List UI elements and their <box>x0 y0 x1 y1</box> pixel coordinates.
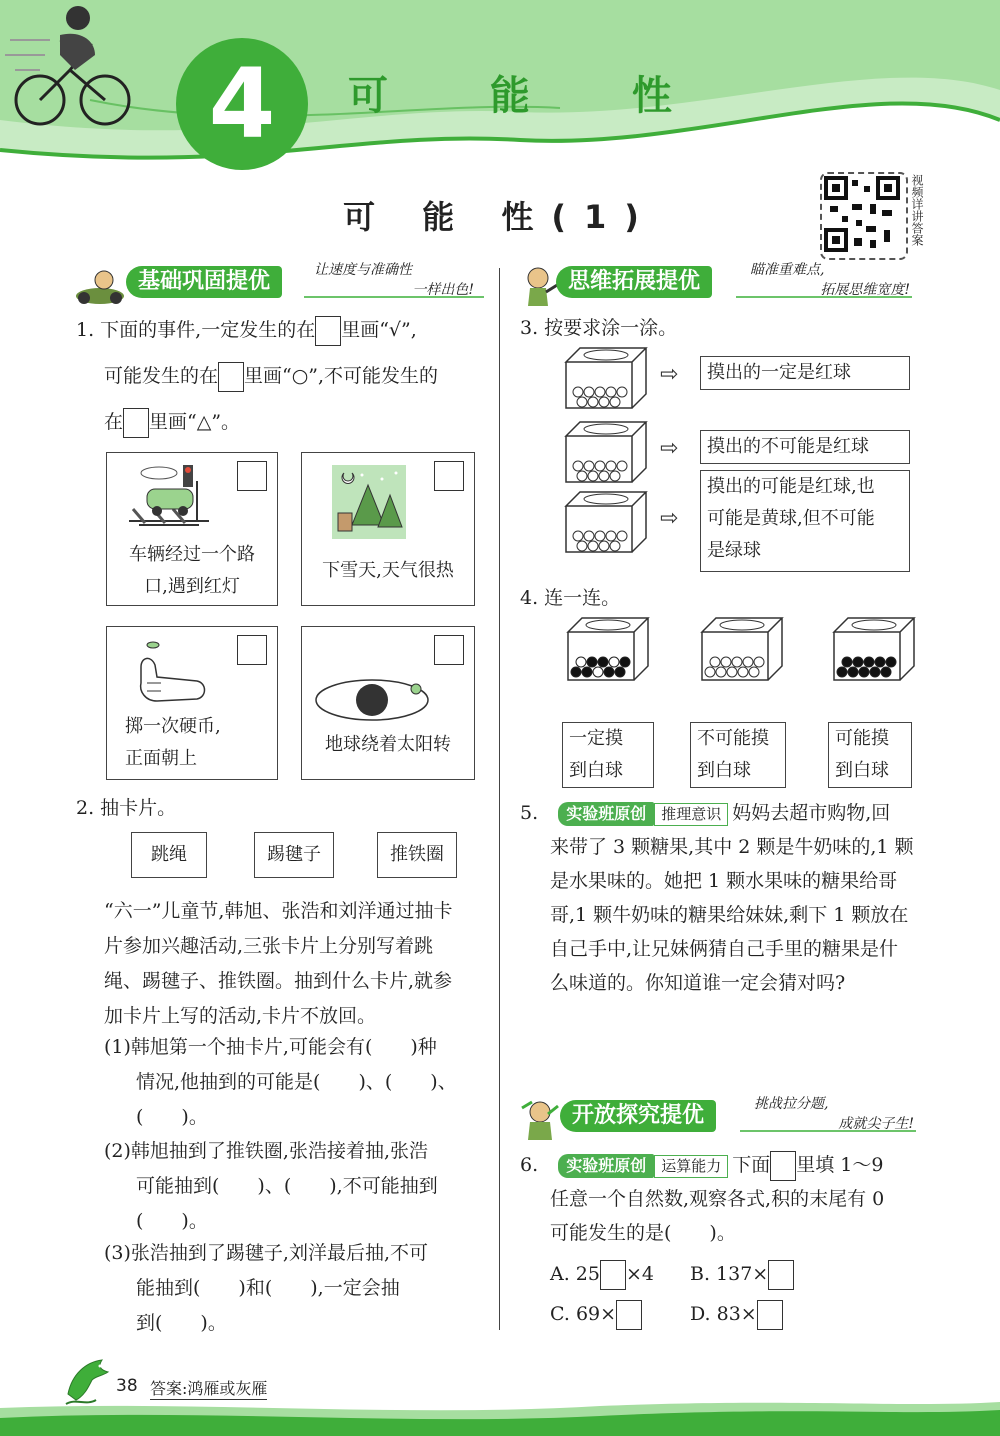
q1-text: 1. 下面的事件,一定发生的在 <box>76 319 316 341</box>
outcome-line: 到白球 <box>835 760 889 781</box>
slogan-line: 拓展思维宽度! <box>820 282 910 298</box>
page-number: 38 <box>116 1376 138 1396</box>
question-2-sub3 <box>104 1236 494 1341</box>
q5-text: 自己手中,让兄妹俩猜自己手里的糖果是什 <box>550 938 899 960</box>
q6-text: 任意一个自然数,观察各式,积的末尾有 0 <box>550 1188 885 1210</box>
outcome-line: 到白球 <box>569 760 623 781</box>
caption-line: 掷一次硬币, <box>125 716 221 737</box>
sub-line: 可能抽到( )、( ),不可能抽到 <box>136 1175 438 1197</box>
banner-label: 开放探究提优 <box>560 1100 716 1132</box>
question-4-title: 4. 连一连。 <box>520 587 621 609</box>
caption-line: 地球绕着太阳转 <box>325 734 451 755</box>
activity-card: 推铁圈 <box>377 832 457 878</box>
q1-text: 里画“√”, <box>341 319 417 341</box>
option-b[interactable] <box>690 1256 794 1292</box>
slogan-line: 瞄准重难点, <box>750 262 825 278</box>
arrow-right-icon: ⇨ <box>660 506 679 531</box>
para-line: 片参加兴趣活动,三张卡片上分别写着跳 <box>104 935 434 957</box>
card-caption <box>302 729 474 761</box>
option-text: A. 25 <box>550 1263 600 1285</box>
slogan-line: 成就尖子生! <box>838 1116 914 1132</box>
requirement-line: 是绿球 <box>707 540 761 561</box>
section-banner-expand <box>518 262 918 302</box>
dolphin-icon <box>62 1354 116 1408</box>
caption-line: 口,遇到红灯 <box>144 576 240 597</box>
earth-orbit-sun-icon <box>312 673 432 727</box>
card-caption <box>302 555 474 587</box>
outcome-label <box>562 722 654 788</box>
requirement-box <box>700 470 910 572</box>
sub-line: 能抽到( )和( ),一定会抽 <box>136 1277 400 1299</box>
option-text: C. 69× <box>550 1303 617 1325</box>
chapter-number-badge: 4 <box>176 38 308 170</box>
event-card-coin <box>106 626 278 780</box>
q5-text: 是水果味的。她把 1 颗水果味的糖果给哥 <box>550 870 898 892</box>
box-white-balls-icon <box>696 614 788 686</box>
q1-text: 里画“△”。 <box>149 411 241 433</box>
q5-text: 来带了 3 颗糖果,其中 2 颗是牛奶味的,1 颗 <box>550 836 914 858</box>
answer-box[interactable] <box>768 1260 794 1290</box>
answer-box[interactable] <box>616 1300 642 1330</box>
ball-box-icon <box>560 488 650 558</box>
outcome-label <box>690 722 786 788</box>
activity-card: 踢毽子 <box>254 832 334 878</box>
answer-box[interactable] <box>218 362 244 392</box>
answer-box[interactable] <box>770 1151 796 1181</box>
coin-toss-hand-icon <box>127 637 217 717</box>
section-banner-open <box>518 1096 918 1136</box>
activity-card: 跳绳 <box>131 832 207 878</box>
requirement-line: 摸出的可能是红球,也 <box>707 476 875 497</box>
answer-box[interactable] <box>434 635 464 665</box>
q1-line <box>76 358 486 404</box>
caption-line: 下雪天,天气很热 <box>322 560 454 581</box>
question-2-paragraph <box>104 894 494 1034</box>
column-divider <box>499 268 500 1330</box>
slogan-line: 挑战拉分题, <box>754 1096 829 1112</box>
qr-caption: 视频详讲答案 <box>910 174 924 246</box>
option-text: B. 137× <box>690 1263 769 1285</box>
arrow-right-icon: ⇨ <box>660 436 679 461</box>
answer-box[interactable] <box>315 316 341 346</box>
question-6 <box>520 1148 930 1250</box>
event-card-snow <box>301 452 475 606</box>
answer-box[interactable] <box>123 408 149 438</box>
card-caption <box>107 711 277 775</box>
cyclist-illustration <box>0 0 140 130</box>
slogan-line: 让速度与准确性 <box>314 262 412 278</box>
q1-text: 可能发生的在 <box>104 365 219 387</box>
answer-note: 答案:鸿雁或灰雁 <box>150 1376 267 1400</box>
slogan-line: 一样出色! <box>412 282 474 298</box>
answer-box[interactable] <box>757 1300 783 1330</box>
q5-text: 么味道的。你知道谁一定会猜对吗? <box>550 972 846 994</box>
box-mostly-black-balls-icon <box>562 614 654 686</box>
option-text: D. 83× <box>690 1303 757 1325</box>
chapter-title: 可 能 性 <box>348 73 716 119</box>
original-tag: 实验班原创 <box>558 1154 654 1178</box>
banner-slogan <box>314 260 474 300</box>
sub-line: ( )。 <box>136 1210 208 1232</box>
answer-box[interactable] <box>600 1260 626 1290</box>
footer-band <box>0 1400 1000 1436</box>
skill-tag: 运算能力 <box>654 1155 728 1178</box>
banner-slogan <box>754 1094 914 1134</box>
original-tag: 实验班原创 <box>558 802 654 826</box>
mascot-car-icon <box>74 266 126 306</box>
car-crossing-icon <box>119 459 229 529</box>
q5-line <box>520 796 930 830</box>
q6-line <box>520 1148 930 1182</box>
answer-box[interactable] <box>237 461 267 491</box>
lesson-title: 可 能 性(1) <box>343 198 657 236</box>
question-5 <box>520 796 930 1000</box>
q6-text: 下面 <box>732 1154 771 1176</box>
q5-text: 哥,1 颗牛奶味的糖果给妹妹,剩下 1 颗放在 <box>550 904 909 926</box>
card-caption <box>107 539 277 603</box>
sub-line: (2)韩旭抽到了推铁圈,张浩接着抽,张浩 <box>104 1140 428 1162</box>
q1-text: 在 <box>104 411 124 433</box>
requirement-line: 可能是黄球,但不可能 <box>707 508 875 529</box>
sub-line: ( )。 <box>136 1106 208 1128</box>
requirement-box: 摸出的一定是红球 <box>700 356 910 390</box>
answer-box[interactable] <box>434 461 464 491</box>
requirement-box: 摸出的不可能是红球 <box>700 430 910 464</box>
q1-text: 里画“○”,不可能发生的 <box>244 365 439 387</box>
outcome-line: 到白球 <box>697 760 751 781</box>
answer-box[interactable] <box>237 635 267 665</box>
question-1 <box>76 312 486 450</box>
caption-line: 车辆经过一个路 <box>129 544 255 565</box>
chapter-header <box>0 0 1000 190</box>
sub-line: 情况,他抽到的可能是( )、( )、 <box>136 1071 457 1093</box>
question-2-sub1 <box>104 1030 494 1135</box>
ball-box-icon <box>560 418 650 488</box>
option-c[interactable] <box>550 1296 642 1332</box>
q5-text: 妈妈去超市购物,回 <box>732 802 891 824</box>
snowy-trees-icon <box>332 465 406 539</box>
caption-line: 正面朝上 <box>125 748 197 769</box>
sub-line: (3)张浩抽到了踢毽子,刘洋最后抽,不可 <box>104 1242 428 1264</box>
question-3-title: 3. 按要求涂一涂。 <box>520 317 678 339</box>
question-2-title: 2. 抽卡片。 <box>76 797 177 819</box>
para-line: “六一”儿童节,韩旭、张浩和刘洋通过抽卡 <box>104 900 453 922</box>
sub-line: 到( )。 <box>136 1312 227 1334</box>
question-2-sub2 <box>104 1134 494 1239</box>
q1-line <box>76 312 486 358</box>
box-black-balls-icon <box>828 614 920 686</box>
q6-text: 里填 1～9 <box>796 1154 884 1176</box>
banner-slogan <box>750 260 910 300</box>
banner-label: 基础巩固提优 <box>126 266 282 298</box>
sub-line: (1)韩旭第一个抽卡片,可能会有( )种 <box>104 1036 437 1058</box>
arrow-right-icon: ⇨ <box>660 362 679 387</box>
q5-number: 5. <box>520 802 539 824</box>
outcome-line: 不可能摸 <box>697 728 769 749</box>
event-card-traffic <box>106 452 278 606</box>
option-d[interactable] <box>690 1296 783 1332</box>
outcome-label <box>828 722 912 788</box>
option-text: ×4 <box>625 1263 654 1285</box>
ball-box-icon <box>560 344 650 414</box>
outcome-line: 可能摸 <box>835 728 889 749</box>
event-card-earth <box>301 626 475 780</box>
banner-label: 思维拓展提优 <box>556 266 712 298</box>
para-line: 加卡片上写的活动,卡片不放回。 <box>104 1005 377 1027</box>
section-banner-basic <box>74 262 494 302</box>
option-a[interactable] <box>550 1256 654 1292</box>
outcome-line: 一定摸 <box>569 728 623 749</box>
skill-tag: 推理意识 <box>654 803 728 826</box>
para-line: 绳、踢毽子、推铁圈。抽到什么卡片,就参 <box>104 970 453 992</box>
q1-line <box>76 404 486 450</box>
q6-number: 6. <box>520 1154 539 1176</box>
q6-text: 可能发生的是( )。 <box>550 1222 736 1244</box>
